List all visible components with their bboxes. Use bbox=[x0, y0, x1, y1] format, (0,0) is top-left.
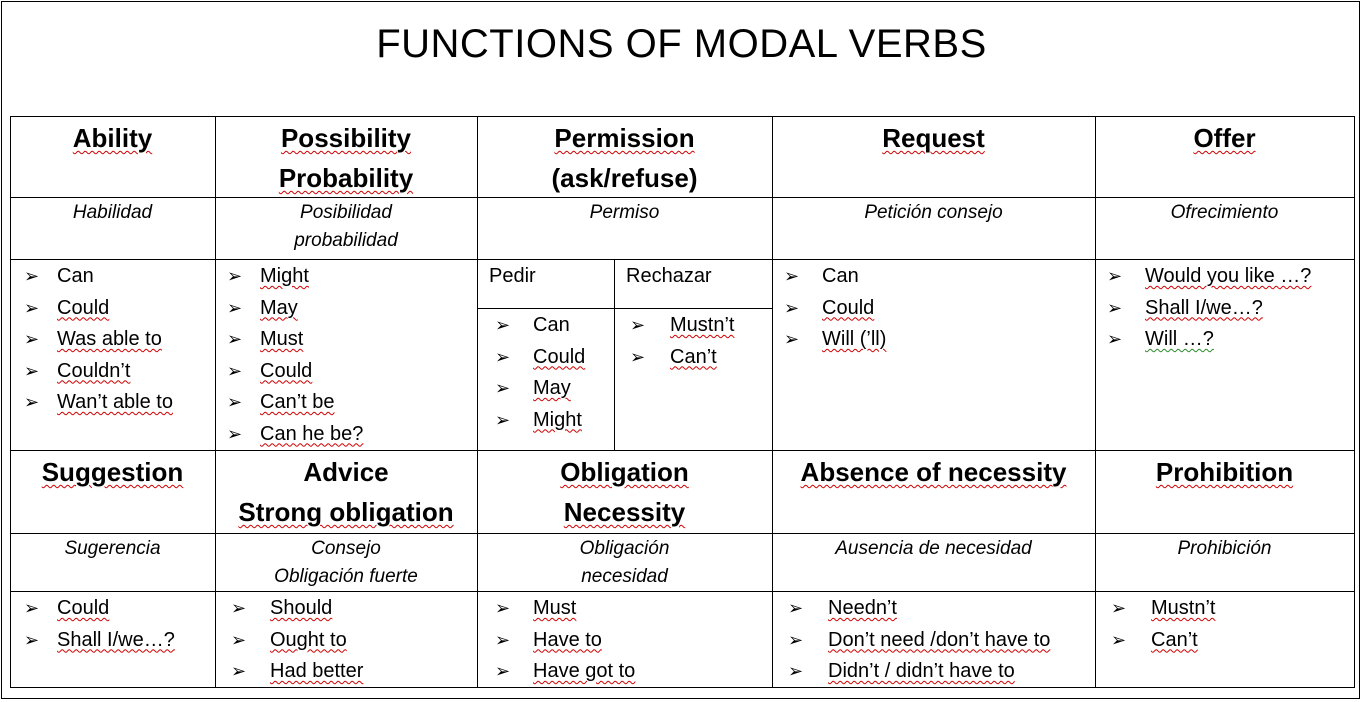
list-item: ➢ Mustn’t bbox=[630, 310, 772, 342]
list-permission-ask bbox=[477, 308, 615, 451]
list-item: ➢ Must bbox=[495, 593, 772, 625]
translation-absence: Ausencia de necesidad bbox=[772, 533, 1096, 592]
list-item: ➢ Could bbox=[24, 593, 215, 625]
arrowhead-bullet-icon: ➢ bbox=[1107, 329, 1123, 349]
arrowhead-bullet-icon: ➢ bbox=[24, 360, 40, 381]
list-prohibition bbox=[1095, 591, 1355, 688]
list-item: ➢ Have got to bbox=[495, 656, 772, 688]
list-permission-refuse bbox=[614, 308, 773, 451]
arrowhead-bullet-icon: ➢ bbox=[495, 629, 511, 650]
arrowhead-bullet-icon: ➢ bbox=[784, 297, 800, 318]
list-item: ➢ Could bbox=[24, 293, 215, 325]
list-suggestion bbox=[10, 591, 216, 688]
header-permission: Permission (ask/refuse) bbox=[477, 116, 773, 198]
translation-prohibition: Prohibición bbox=[1095, 533, 1355, 592]
translation-ability: Habilidad bbox=[10, 197, 216, 260]
header-request: Request bbox=[772, 116, 1096, 198]
list-item: ➢ Can’t be bbox=[227, 387, 477, 419]
list-item: ➢ Might bbox=[227, 261, 477, 293]
list-item: ➢ Will …? bbox=[1107, 324, 1354, 356]
arrowhead-bullet-icon: ➢ bbox=[495, 315, 511, 335]
list-item: ➢ Will (’ll) bbox=[784, 324, 1095, 356]
list-item: ➢ Could bbox=[784, 293, 1095, 325]
list-ability bbox=[10, 259, 216, 451]
arrowhead-bullet-icon: ➢ bbox=[231, 629, 247, 650]
arrowhead-bullet-icon: ➢ bbox=[227, 360, 243, 381]
arrowhead-bullet-icon: ➢ bbox=[1111, 629, 1127, 650]
list-item: ➢ Ought to bbox=[231, 625, 477, 657]
arrowhead-bullet-icon: ➢ bbox=[227, 297, 243, 318]
arrowhead-bullet-icon: ➢ bbox=[227, 329, 243, 349]
arrowhead-bullet-icon: ➢ bbox=[788, 629, 804, 650]
list-item: ➢ Must bbox=[227, 324, 477, 356]
list-item: ➢ Could bbox=[495, 342, 614, 374]
list-item: ➢ Needn’t bbox=[788, 593, 1095, 625]
list-item: ➢ Have to bbox=[495, 625, 772, 657]
translation-advice: Consejo Obligación fuerte bbox=[215, 533, 478, 592]
header-obligation: Obligation Necessity bbox=[477, 450, 773, 534]
arrowhead-bullet-icon: ➢ bbox=[227, 392, 243, 412]
list-item: ➢ Can bbox=[24, 261, 215, 293]
arrowhead-bullet-icon: ➢ bbox=[227, 423, 243, 444]
list-item: ➢ Shall I/we…? bbox=[24, 625, 215, 657]
arrowhead-bullet-icon: ➢ bbox=[630, 315, 646, 335]
arrowhead-bullet-icon: ➢ bbox=[495, 378, 511, 398]
list-item: ➢ Had better bbox=[231, 656, 477, 688]
translation-request: Petición consejo bbox=[772, 197, 1096, 260]
arrowhead-bullet-icon: ➢ bbox=[784, 266, 800, 286]
list-item: ➢ Don’t need /don’t have to bbox=[788, 625, 1095, 657]
arrowhead-bullet-icon: ➢ bbox=[784, 329, 800, 349]
header-suggestion: Suggestion bbox=[10, 450, 216, 534]
arrowhead-bullet-icon: ➢ bbox=[495, 598, 511, 618]
list-item: ➢ Would you like …? bbox=[1107, 261, 1354, 293]
translation-permission: Permiso bbox=[477, 197, 773, 260]
list-item: ➢ May bbox=[227, 293, 477, 325]
permission-refuse-label: Rechazar bbox=[614, 259, 773, 309]
translation-suggestion: Sugerencia bbox=[10, 533, 216, 592]
list-item: ➢ Can he be? bbox=[227, 419, 477, 451]
list-item: ➢ Could bbox=[227, 356, 477, 388]
list-absence bbox=[772, 591, 1096, 688]
list-item: ➢ Was able to bbox=[24, 324, 215, 356]
list-item: ➢ Can bbox=[784, 261, 1095, 293]
list-request bbox=[772, 259, 1096, 451]
translation-possibility: Posibilidad probabilidad bbox=[215, 197, 478, 260]
permission-ask-label: Pedir bbox=[477, 259, 615, 309]
header-ability: Ability bbox=[10, 116, 216, 198]
list-item: ➢ Can’t bbox=[1111, 625, 1354, 657]
arrowhead-bullet-icon: ➢ bbox=[24, 329, 40, 349]
arrowhead-bullet-icon: ➢ bbox=[24, 629, 40, 650]
list-item: ➢ Should bbox=[231, 593, 477, 625]
list-item: ➢ May bbox=[495, 373, 614, 405]
arrowhead-bullet-icon: ➢ bbox=[227, 266, 243, 286]
header-advice: Advice Strong obligation bbox=[215, 450, 478, 534]
header-absence-of-necessity: Absence of necessity bbox=[772, 450, 1096, 534]
arrowhead-bullet-icon: ➢ bbox=[24, 392, 40, 412]
list-advice bbox=[215, 591, 478, 688]
arrowhead-bullet-icon: ➢ bbox=[1111, 598, 1127, 618]
list-item: ➢ Didn’t / didn’t have to bbox=[788, 656, 1095, 688]
list-item: ➢ Shall I/we…? bbox=[1107, 293, 1354, 325]
arrowhead-bullet-icon: ➢ bbox=[24, 598, 40, 618]
arrowhead-bullet-icon: ➢ bbox=[231, 661, 247, 681]
arrowhead-bullet-icon: ➢ bbox=[1107, 297, 1123, 318]
arrowhead-bullet-icon: ➢ bbox=[24, 297, 40, 318]
header-possibility: Possibility Probability bbox=[215, 116, 478, 198]
list-item: ➢ Couldn’t bbox=[24, 356, 215, 388]
list-item: ➢ Can’t bbox=[630, 342, 772, 374]
list-offer bbox=[1095, 259, 1355, 451]
translation-offer: Ofrecimiento bbox=[1095, 197, 1355, 260]
arrowhead-bullet-icon: ➢ bbox=[1107, 266, 1123, 286]
list-item: ➢ Wan’t able to bbox=[24, 387, 215, 419]
header-prohibition: Prohibition bbox=[1095, 450, 1355, 534]
arrowhead-bullet-icon: ➢ bbox=[495, 409, 511, 430]
arrowhead-bullet-icon: ➢ bbox=[788, 598, 804, 618]
page-title: FUNCTIONS OF MODAL VERBS bbox=[376, 22, 987, 66]
list-obligation bbox=[477, 591, 773, 688]
list-item: ➢ Can bbox=[495, 310, 614, 342]
header-offer: Offer bbox=[1095, 116, 1355, 198]
arrowhead-bullet-icon: ➢ bbox=[495, 661, 511, 681]
list-item: ➢ Might bbox=[495, 405, 614, 437]
translation-obligation: Obligación necesidad bbox=[477, 533, 773, 592]
list-possibility bbox=[215, 259, 478, 451]
arrowhead-bullet-icon: ➢ bbox=[231, 598, 247, 618]
arrowhead-bullet-icon: ➢ bbox=[630, 346, 646, 367]
arrowhead-bullet-icon: ➢ bbox=[788, 661, 804, 681]
arrowhead-bullet-icon: ➢ bbox=[495, 346, 511, 367]
list-item: ➢ Mustn’t bbox=[1111, 593, 1354, 625]
arrowhead-bullet-icon: ➢ bbox=[24, 266, 40, 286]
